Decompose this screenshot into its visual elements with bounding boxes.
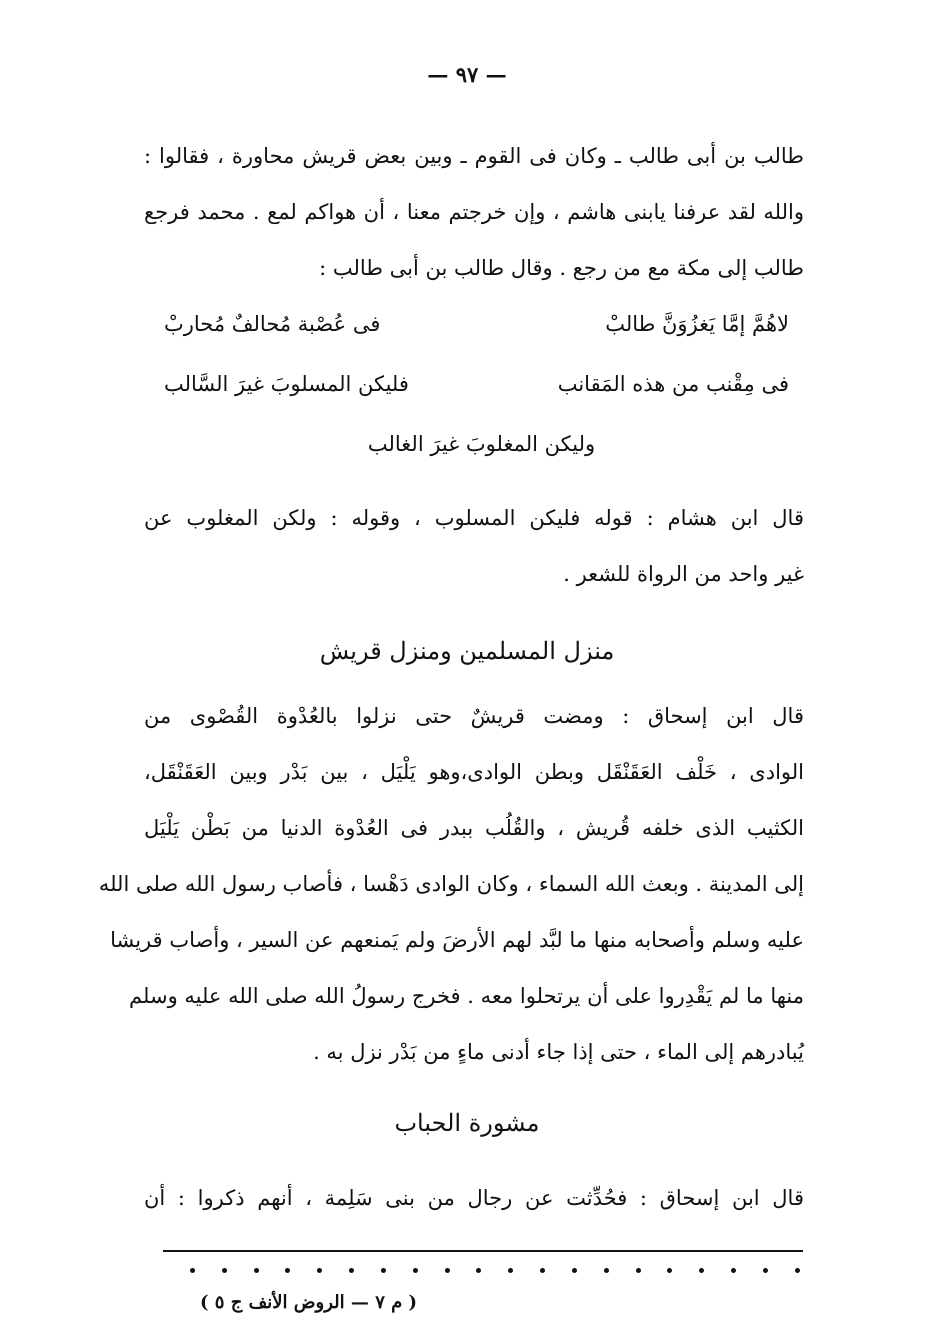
dot xyxy=(540,1268,545,1273)
paragraph-line: غير واحد من الرواة للشعر . xyxy=(563,562,804,586)
page-number: — ٩٧ — xyxy=(427,62,507,87)
dot xyxy=(413,1268,418,1273)
signature-footer: ( م ٧ — الروض الأنف ج ٥ ) xyxy=(200,1292,418,1313)
dot xyxy=(636,1268,641,1273)
dot xyxy=(445,1268,450,1273)
dot xyxy=(667,1268,672,1273)
paragraph-line: قال ابن إسحاق : فحُدِّثت عن رجال من بنى سَلِمة ، أنهم ذكروا : أن xyxy=(144,1186,804,1210)
verse-hemistich-first: وليكن المغلوبَ غيرَ الغالب xyxy=(367,432,596,456)
verse-hemistich-first: لاهُمَّ إمَّا يَغزُوَنَّ طالبْ xyxy=(605,312,789,336)
paragraph-line: يُبادرهم إلى الماء ، حتى إذا جاء أدنى ماءٍ من بَدْر نزل به . xyxy=(313,1040,804,1064)
verse-line xyxy=(169,428,794,460)
dot xyxy=(285,1268,290,1273)
paragraph-line: إلى المدينة . وبعث الله السماء ، وكان الوادى دَهْسا ، فأصاب رسول الله صلى الله xyxy=(98,872,804,896)
dot xyxy=(254,1268,259,1273)
paragraph-line: عليه وسلم وأصحابه منها ما لبَّد لهم الأرضَ ولم يَمنعهم عن السير ، وأصاب قريشا xyxy=(110,928,804,952)
paragraph-line: منها ما لم يَقْدِروا على أن يرتحلوا معه . فخرج رسولُ الله صلى الله عليه وسلم xyxy=(129,984,804,1008)
dot xyxy=(317,1268,322,1273)
verse-hemistich-first: فى مِقْنب من هذه المَقانب xyxy=(557,372,789,396)
section-heading: مشورة الحباب xyxy=(394,1109,540,1137)
dot xyxy=(508,1268,513,1273)
paragraph-line: قال ابن هشام : قوله فليكن المسلوب ، وقوله : ولكن المغلوب عن xyxy=(144,506,804,530)
dot xyxy=(795,1268,800,1273)
verse-line xyxy=(164,368,789,400)
section-heading: منزل المسلمين ومنزل قريش xyxy=(319,637,615,665)
paragraph-line: طالب بن أبى طالب ـ وكان فى القوم ـ وبين بعض قريش محاورة ، فقالوا : xyxy=(144,144,804,168)
dot xyxy=(222,1268,227,1273)
dot xyxy=(572,1268,577,1273)
dot xyxy=(763,1268,768,1273)
paragraph-line: قال ابن إسحاق : ومضت قريشٌ حتى نزلوا بالعُدْوة القُصْوى من xyxy=(144,704,804,728)
paragraph-line: الوادى ، خَلْف العَقَنْقَل وبطن الوادى،وهو يَلْيَل ، بين بَدْر وبين العَقَنْقَل، xyxy=(144,760,804,784)
dot xyxy=(381,1268,386,1273)
paragraph-line: الكثيب الذى خلفه قُريش ، والقُلُب ببدر فى العُدْوة الدنيا من بَطْن يَلْيَل xyxy=(144,816,804,840)
dot xyxy=(476,1268,481,1273)
dot xyxy=(699,1268,704,1273)
dot xyxy=(349,1268,354,1273)
paragraph-line: والله لقد عرفنا يابنى هاشم ، وإن خرجتم معنا ، أن هواكم لمع . محمد فرجع xyxy=(144,200,804,224)
footnote-dots xyxy=(190,1268,800,1273)
dot xyxy=(190,1268,195,1273)
dot xyxy=(731,1268,736,1273)
verse-hemistich-second: فى عُصْبة مُحالفٌ مُحاربْ xyxy=(164,312,381,336)
verse-line xyxy=(164,308,789,340)
dot xyxy=(604,1268,609,1273)
footnote-rule xyxy=(163,1250,803,1252)
paragraph-line: طالب إلى مكة مع من رجع . وقال طالب بن أبى طالب : xyxy=(319,256,804,280)
verse-hemistich-second: فليكن المسلوبَ غيرَ السَّالب xyxy=(164,372,409,396)
